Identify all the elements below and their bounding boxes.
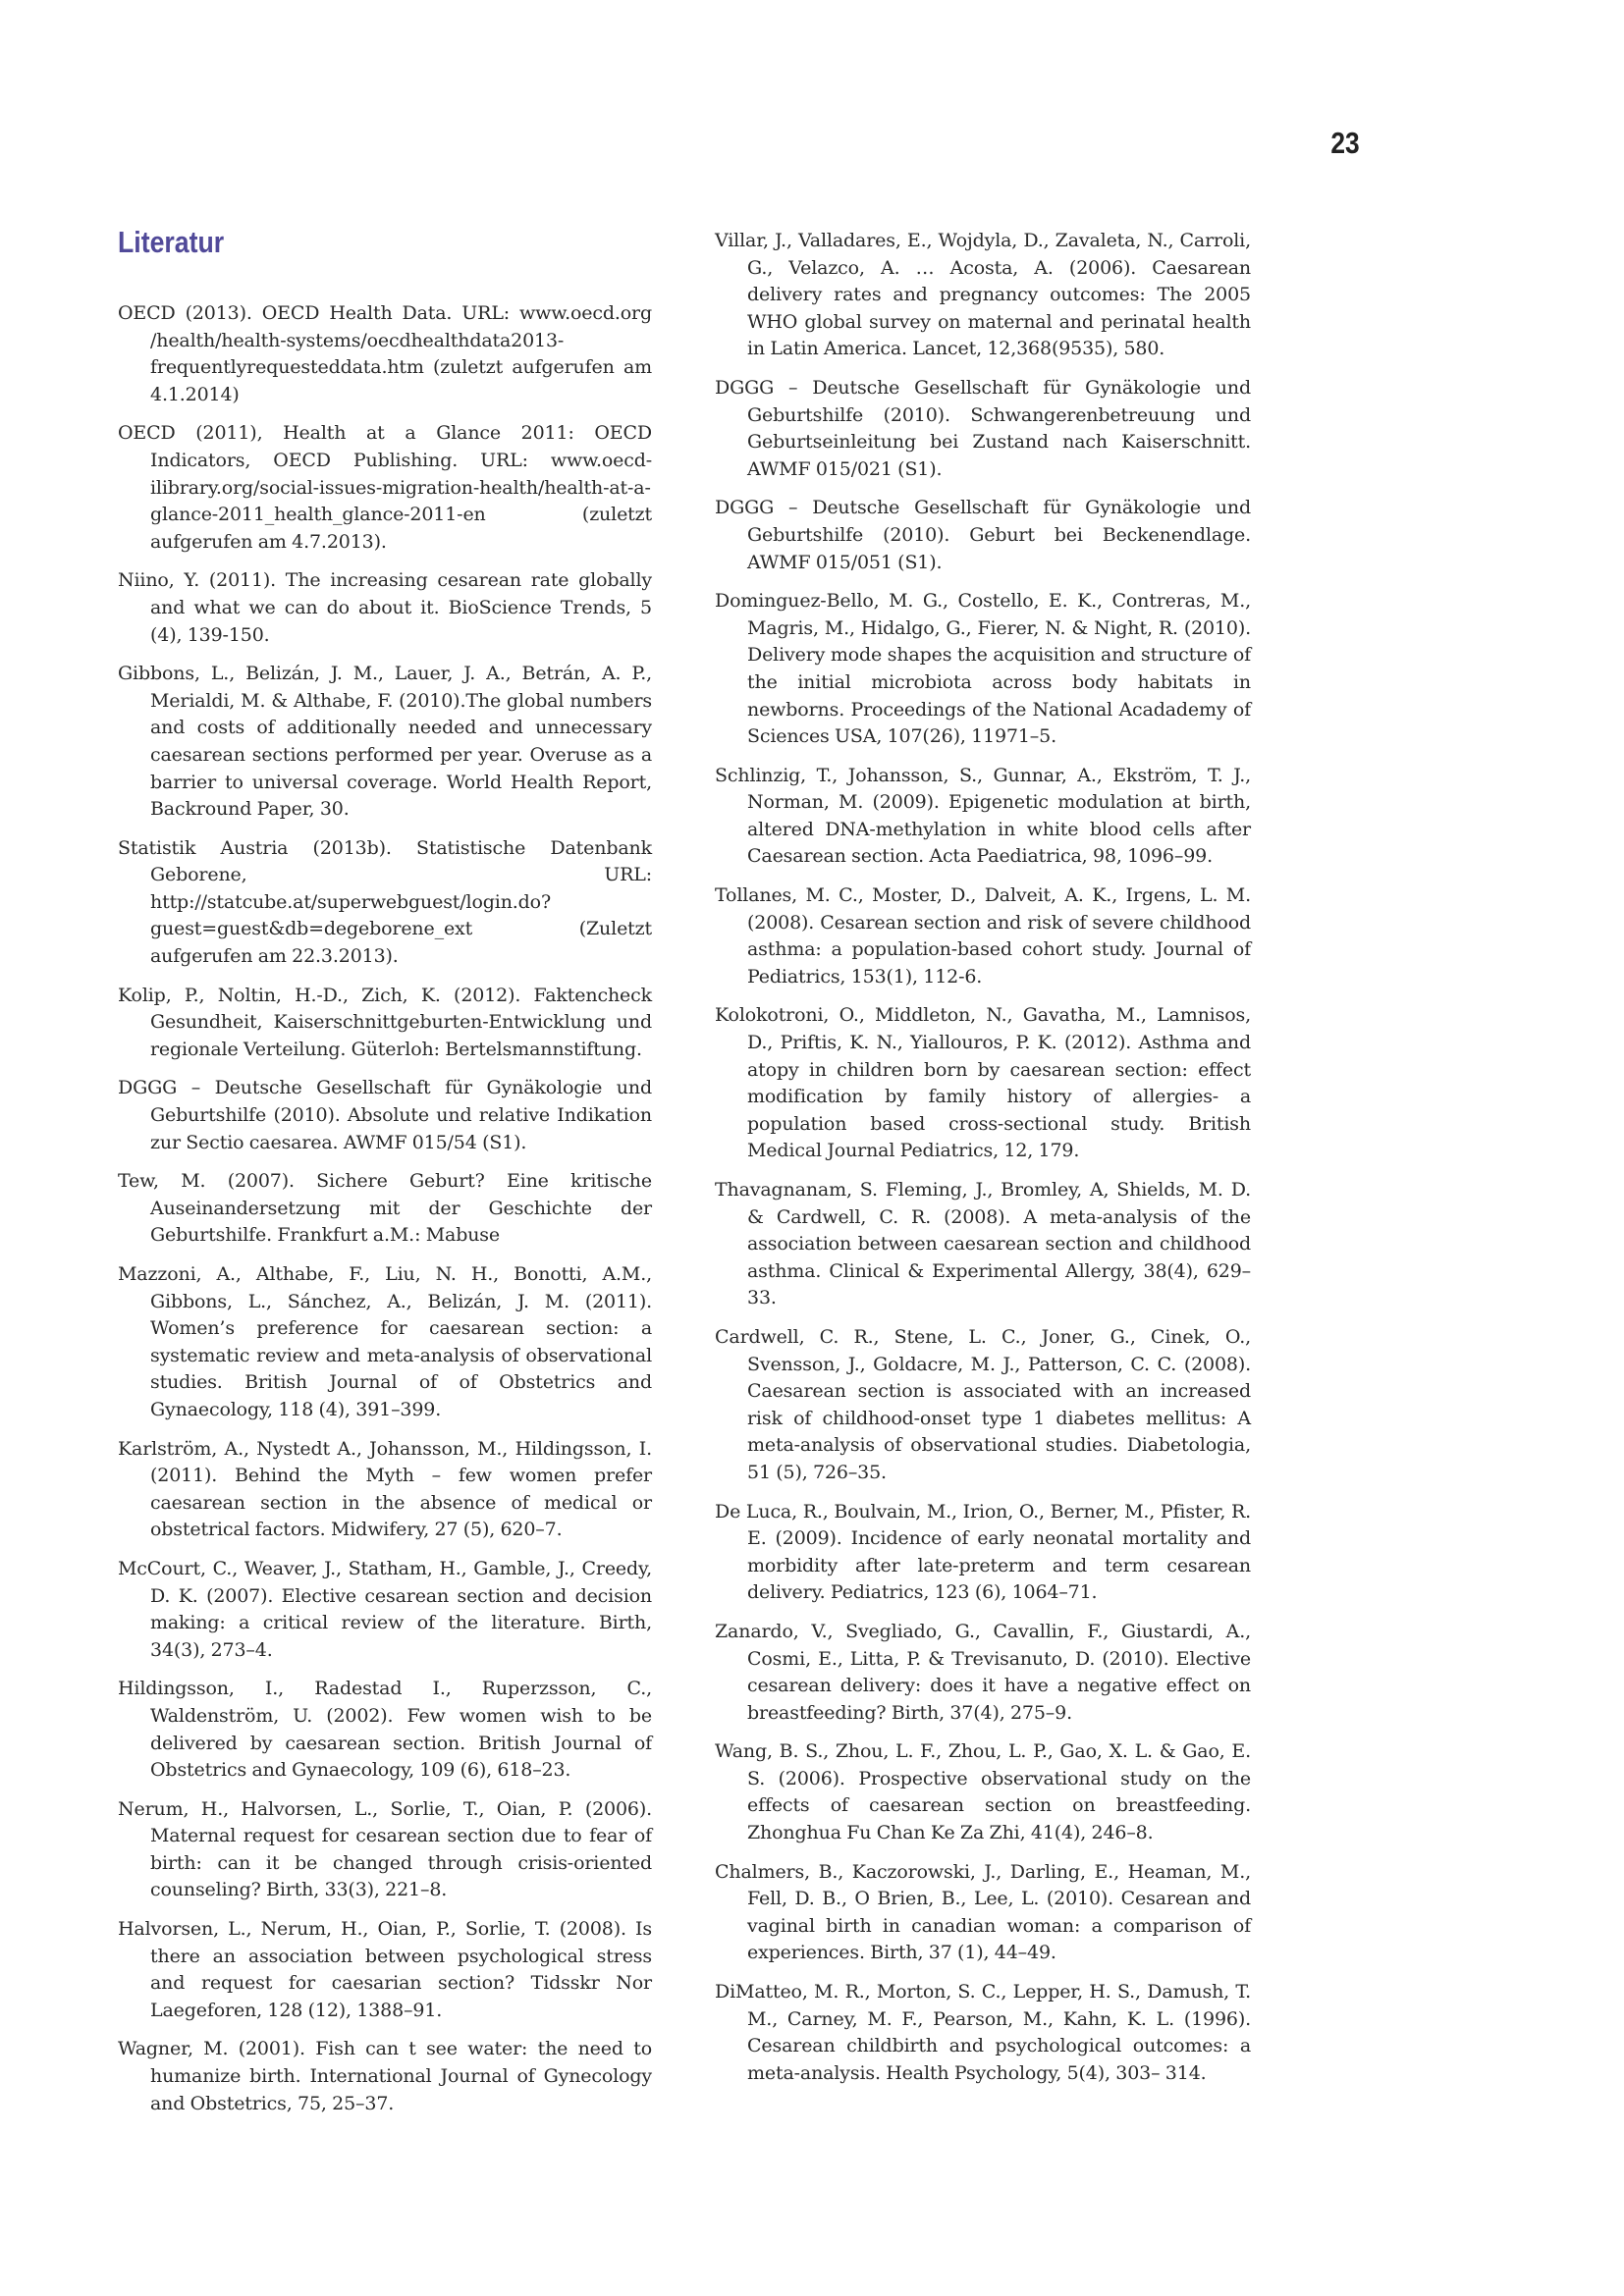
reference-list-left <box>118 300 652 2129</box>
reference-item: Cardwell, C. R., Stene, L. C., Joner, G., Cinek, O., Svensson, J., Goldacre, M. J., Patterson, C. C. (2008). Caesarean section is associated with an increased risk of childhood-onset type 1 diabetes mellitus: A meta-analysis of observational studies. Diabetologia, 51 (5), 726–35. <box>715 1325 1251 1483</box>
reference-item: Statistik Austria (2013b). Statistische Datenbank Geborene, URL: http://statcube.at/superwebguest/login.do?guest=guest&db=degeborene_ext (Zuletzt aufgerufen am 22.3.2013). <box>118 836 652 968</box>
reference-item: OECD (2011), Health at a Glance 2011: OECD Indicators, OECD Publishing. URL: www.oecd-ilibrary.org/social-issues-migration-health/health-at-a-glance-2011_health_glance-2011-en (zuletzt aufgerufen am 4.7.2013). <box>118 422 652 553</box>
reference-item: Kolokotroni, O., Middleton, N., Gavatha, M., Lamnisos, D., Priftis, K. N., Yiallouros, P. K. (2012). Asthma and atopy in children born by caesarean section: effect modification by family history of allergies- a population based cross-sectional study. British Medical Journal Pediatrics, 12, 179. <box>715 1004 1251 1162</box>
reference-item: DiMatteo, M. R., Morton, S. C., Lepper, H. S., Damush, T. M., Carney, M. F., Pearson, M., Kahn, K. L. (1996). Cesarean childbirth and psychological outcomes: a meta-analysis. Health Psychology, 5(4), 303– 314. <box>715 1981 1251 2084</box>
reference-item: Karlström, A., Nystedt A., Johansson, M., Hildingsson, I. (2011). Behind the Myth – few women prefer caesarean section in the absence of medical or obstetrical factors. Midwifery, 27 (5), 620–7. <box>118 1437 652 1541</box>
reference-item: OECD (2013). OECD Health Data. URL: www.oecd.org /health/health-systems/oecdhealthdata2013-frequentlyrequesteddata.htm (zuletzt aufgerufen am 4.1.2014) <box>118 302 652 405</box>
reference-item: Niino, Y. (2011). The increasing cesarean rate globally and what we can do about it. BioScience Trends, 5 (4), 139-150. <box>118 569 652 646</box>
reference-item: McCourt, C., Weaver, J., Statham, H., Gamble, J., Creedy, D. K. (2007). Elective cesarean section and decision making: a critical review of the literature. Birth, 34(3), 273–4. <box>118 1557 652 1661</box>
reference-item: Zanardo, V., Svegliado, G., Cavallin, F., Giustardi, A., Cosmi, E., Litta, P. & Trevisanuto, D. (2010). Elective cesarean delivery: does it have a negative effect on breastfeeding? Birth, 37(4), 275–9. <box>715 1620 1251 1724</box>
reference-item: Mazzoni, A., Althabe, F., Liu, N. H., Bonotti, A.M., Gibbons, L., Sánchez, A., Belizán, J. M. (2011). Women’s preference for caesarean section: a systematic review and meta-analysis of observational studies. British Journal of of Obstetrics and Gynaecology, 118 (4), 391–399. <box>118 1263 652 1420</box>
reference-item: DGGG – Deutsche Gesellschaft für Gynäkologie und Geburtshilfe (2010). Schwangerenbetreuung und Geburtseinleitung bei Zustand nach Kaiserschnitt. AWMF 015/021 (S1). <box>715 376 1251 480</box>
reference-item: DGGG – Deutsche Gesellschaft für Gynäkologie und Geburtshilfe (2010). Absolute und relative Indikation zur Sectio caesarea. AWMF 015/54 (S1). <box>118 1077 652 1153</box>
reference-item: Wang, B. S., Zhou, L. F., Zhou, L. P., Gao, X. L. & Gao, E. S. (2006). Prospective observational study on the effects of caesarean section on breastfeeding. Zhonghua Fu Chan Ke Za Zhi, 41(4), 246–8. <box>715 1740 1251 1844</box>
reference-item: Tew, M. (2007). Sichere Geburt? Eine kritische Auseinandersetzung mit der Geschichte der Geburtshilfe. Frankfurt a.M.: Mabuse <box>118 1170 652 1247</box>
reference-item: Tollanes, M. C., Moster, D., Dalveit, A. K., Irgens, L. M. (2008). Cesarean section and risk of severe childhood asthma: a population-based cohort study. Journal of Pediatrics, 153(1), 112-6. <box>715 884 1251 988</box>
section-title: Literatur <box>118 225 225 259</box>
reference-item: Dominguez-Bello, M. G., Costello, E. K., Contreras, M., Magris, M., Hidalgo, G., Fierer, N. & Night, R. (2010). Delivery mode shapes the acquisition and structure of the initial microbiota across body habitats in newborns. Proceedings of the National Acadademy of Sciences USA, 107(26), 11971–5. <box>715 590 1251 748</box>
reference-list-right <box>715 228 1251 2099</box>
reference-item: Nerum, H., Halvorsen, L., Sorlie, T., Oian, P. (2006). Maternal request for cesarean section due to fear of birth: can it be changed through crisis-oriented counseling? Birth, 33(3), 221–8. <box>118 1797 652 1901</box>
reference-item: Halvorsen, L., Nerum, H., Oian, P., Sorlie, T. (2008). Is there an association between psychological stress and request for caesarian section? Tidsskr Nor Laegeforen, 128 (12), 1388–91. <box>118 1918 652 2021</box>
reference-item: Hildingsson, I., Radestad I., Ruperzsson, C., Waldenström, U. (2002). Few women wish to be delivered by caesarean section. British Journal of Obstetrics and Gynaecology, 109 (6), 618–23. <box>118 1678 652 1782</box>
reference-item: DGGG – Deutsche Gesellschaft für Gynäkologie und Geburtshilfe (2010). Geburt bei Beckenendlage. AWMF 015/051 (S1). <box>715 497 1251 573</box>
reference-item: Kolip, P., Noltin, H.-D., Zich, K. (2012). Faktencheck Gesundheit, Kaiserschnittgeburten-Entwicklung und regionale Verteilung. Güterloh: Bertelsmannstiftung. <box>118 984 652 1060</box>
reference-item: Thavagnanam, S. Fleming, J., Bromley, A, Shields, M. D. & Cardwell, C. R. (2008). A meta-analysis of the association between caesarean section and childhood asthma. Clinical & Experimental Allergy, 38(4), 629–33. <box>715 1179 1251 1309</box>
reference-item: Schlinzig, T., Johansson, S., Gunnar, A., Ekström, T. J., Norman, M. (2009). Epigenetic modulation at birth, altered DNA-methylation in white blood cells after Caesarean section. Acta Paediatrica, 98, 1096–99. <box>715 764 1251 868</box>
reference-item: Villar, J., Valladares, E., Wojdyla, D., Zavaleta, N., Carroli, G., Velazco, A. … Acosta, A. (2006). Caesarean delivery rates and pregnancy outcomes: The 2005 WHO global survey on maternal and perinatal health in Latin America. Lancet, 12,368(9535), 580. <box>715 230 1251 360</box>
reference-item: De Luca, R., Boulvain, M., Irion, O., Berner, M., Pfister, R. E. (2009). Incidence of early neonatal mortality and morbidity after late-preterm and term cesarean delivery. Pediatrics, 123 (6), 1064–71. <box>715 1500 1251 1604</box>
page-number: 23 <box>1330 126 1360 160</box>
reference-item: Gibbons, L., Belizán, J. M., Lauer, J. A., Betrán, A. P., Merialdi, M. & Althabe, F. (2010).The global numbers and costs of additionally needed and unnecessary caesarean sections performed per year. Overuse as a barrier to universal coverage. World Health Report, Backround Paper, 30. <box>118 663 652 821</box>
reference-item: Chalmers, B., Kaczorowski, J., Darling, E., Heaman, M., Fell, D. B., O Brien, B., Lee, L. (2010). Cesarean and vaginal birth in canadian woman: a comparison of experiences. Birth, 37 (1), 44–49. <box>715 1860 1251 1964</box>
reference-item: Wagner, M. (2001). Fish can t see water: the need to humanize birth. International Journal of Gynecology and Obstetrics, 75, 25–37. <box>118 2038 652 2114</box>
